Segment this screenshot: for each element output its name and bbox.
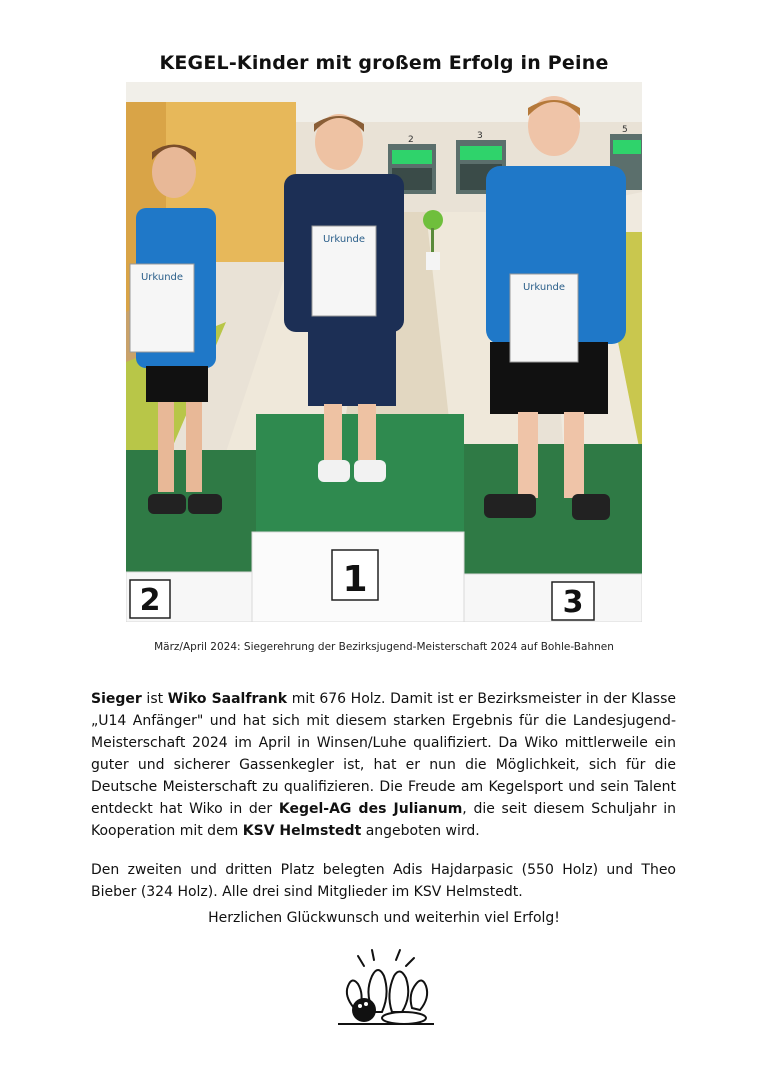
- congratulations-line: Herzlichen Glückwunsch und weiterhin viel Erfolg!: [208, 910, 560, 926]
- article-body: [91, 688, 676, 920]
- certificate-label: Urkunde: [522, 282, 566, 293]
- club-name: KSV Helmstedt: [242, 823, 362, 839]
- lane-number: 3: [477, 131, 483, 141]
- podium-place-3: 3: [562, 585, 584, 620]
- text-run: mit 676 Holz. Damit ist er Bezirksmeister in der Klasse „U14 Anfänger" und hat sich mit diesem starken Ergebnis für die Landesjugend-Meisterschaft 2024 im April in Winsen/Luhe qualifiziert. Da Wiko mittlerweile ein guter und sicherer Gassenkegler ist, hat er nun die Möglichkeit, sich für die Deutsche Meisterschaft zu qualifizieren. Die Freude am Kegelsport und sein Talent entdeckt hat Wiko in der: [91, 691, 676, 817]
- podium-place-1: 1: [342, 559, 368, 600]
- text-run: , die seit diesem Schuljahr in Kooperation mit dem: [91, 801, 676, 839]
- bowling-pins-icon: [334, 946, 438, 1028]
- page-title: KEGEL-Kinder mit großem Erfolg in Peine: [159, 52, 609, 74]
- paragraph-winner: [91, 688, 676, 842]
- text-run: ist: [141, 691, 168, 707]
- certificate-label: Urkunde: [322, 234, 366, 245]
- certificate-label: Urkunde: [140, 272, 184, 283]
- lane-number: 5: [622, 125, 628, 135]
- award-ceremony-photo: [126, 82, 642, 622]
- kegel-ag-name: Kegel-AG des Julianum: [278, 801, 463, 817]
- bold-text: Sieger: [91, 691, 142, 707]
- lane-number: 2: [408, 135, 414, 145]
- paragraph-places: Den zweiten und dritten Platz belegten Adis Hajdarpasic (550 Holz) und Theo Bieber (324 Holz). Alle drei sind Mitglieder im KSV Helmstedt.: [91, 862, 676, 900]
- winner-name: Wiko Saalfrank: [167, 691, 288, 707]
- text-run: angeboten wird.: [361, 823, 480, 839]
- photo-caption: März/April 2024: Siegerehrung der Bezirksjugend-Meisterschaft 2024 auf Bohle-Bahnen: [154, 641, 614, 653]
- podium-place-2: 2: [139, 583, 161, 618]
